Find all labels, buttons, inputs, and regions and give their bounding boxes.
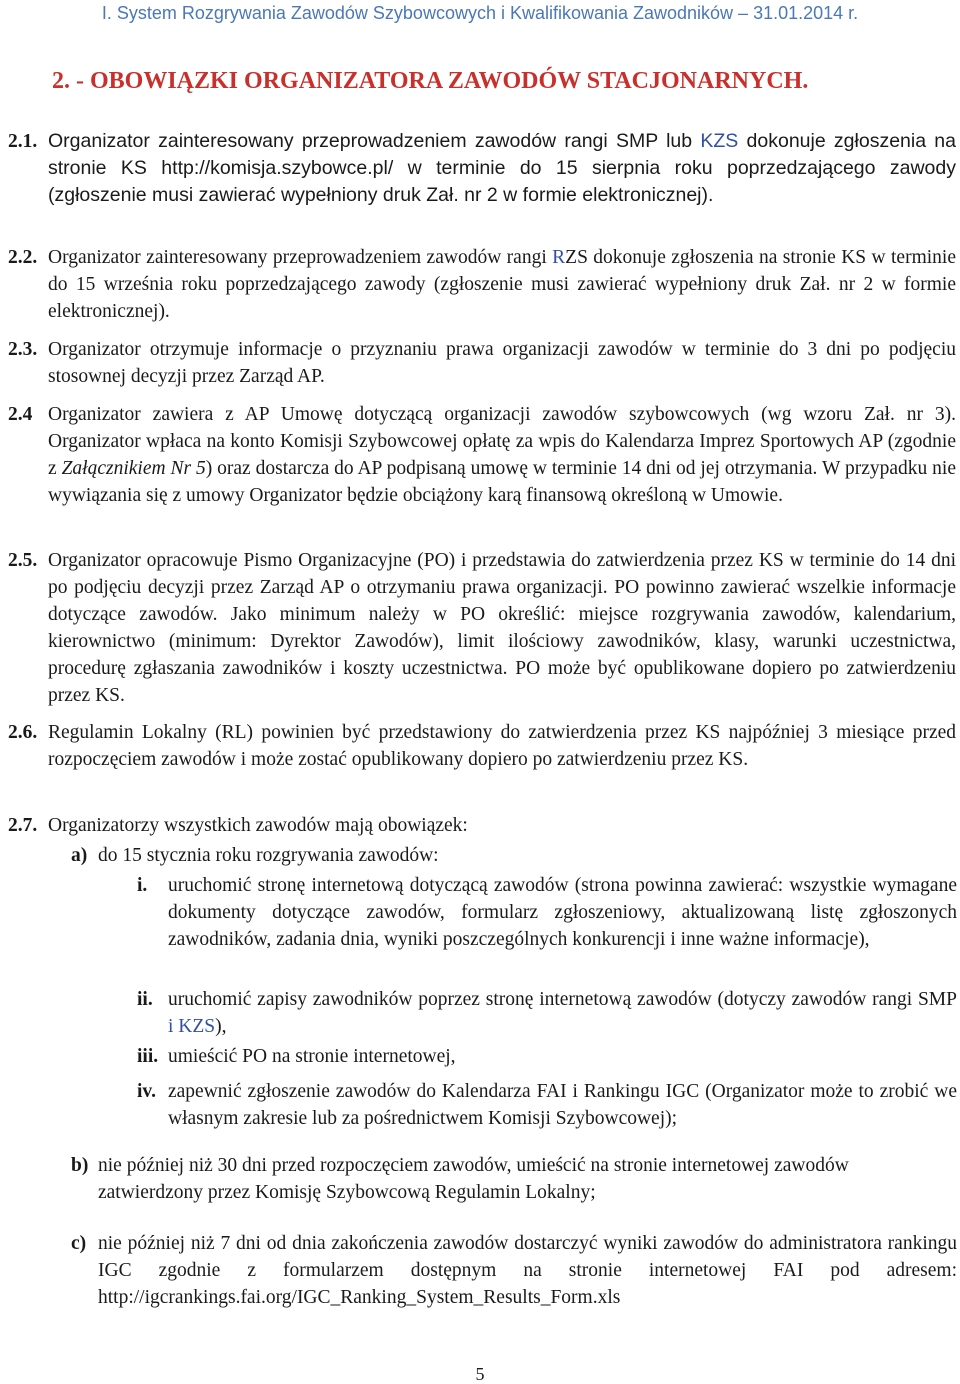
- page-number: 5: [475, 1364, 485, 1384]
- list-text: nie później niż 30 dni przed rozpoczęciem zawodów, umieścić na stronie internetowej zawodów zatwierdzony przez Komisję Szybowcową Regulamin Lokalny;: [98, 1155, 849, 1203]
- paragraph-number: 2.5.: [8, 550, 38, 571]
- paragraph-text: Organizator zawiera z AP Umowę dotyczącą organizacji zawodów szybowcowych (wg wzoru Zał. nr 3). Organizator wpłaca na konto Komisji Szybowcowej opłatę za wpis do Kalendarza Imprez Sportowych AP (zgodnie z: [48, 404, 956, 479]
- paragraph-2-2: [8, 244, 956, 325]
- paragraph-text: ZS dokonuje zgłoszenia na stronie KS w terminie do 15 września roku poprzedzającego zawody (zgłoszenie musi zawierać wypełniony druk Zał. nr 2 w formie elektronicznej).: [48, 247, 956, 322]
- list-item-b: [71, 1152, 911, 1206]
- list-text: umieścić PO na stronie internetowej,: [168, 1046, 456, 1067]
- section-title: 2. - OBOWIĄZKI ORGANIZATORA ZAWODÓW STACJONARNYCH.: [52, 68, 809, 94]
- list-text: ),: [215, 1016, 227, 1037]
- list-label: iv.: [137, 1081, 156, 1102]
- paragraph-number: 2.3.: [8, 339, 38, 360]
- list-text: zapewnić zgłoszenie zawodów do Kalendarza FAI i Rankingu IGC (Organizator może to zrobić we własnym zakresie lub za pośrednictwem Komisji Szybowcowej);: [168, 1081, 957, 1129]
- list-text: do 15 stycznia roku rozgrywania zawodów:: [98, 845, 439, 866]
- list-item-ii: [137, 986, 957, 1040]
- list-label: ii.: [137, 989, 153, 1010]
- paragraph-2-5: [8, 547, 956, 709]
- paragraph-text: dokonuje zgłoszenia na stronie KS http://komisja.szybowce.pl/ w terminie do 15 sierpnia roku poprzedzającego zawody (zgłoszenie musi zawierać wypełniony druk Zał. nr 2 w formie elektronicznej).: [48, 130, 956, 206]
- list-item-iv: [137, 1078, 957, 1132]
- list-item-iii: [137, 1043, 957, 1070]
- paragraph-2-7: [8, 812, 956, 839]
- paragraph-2-4: [8, 401, 956, 509]
- list-label: b): [71, 1155, 89, 1176]
- paragraph-text: Organizator zainteresowany przeprowadzeniem zawodów rangi SMP lub: [48, 130, 701, 152]
- paragraph-text: Regulamin Lokalny (RL) powinien być przedstawiony do zatwierdzenia przez KS najpóźniej 3 miesiące przed rozpoczęciem zawodów i może zostać opublikowany dopiero po zatwierdzeniu przez KS.: [48, 722, 956, 770]
- running-header: I. System Rozgrywania Zawodów Szybowcowych i Kwalifikowania Zawodników – 31.01.2014 r.: [101, 3, 859, 23]
- list-label: i.: [137, 875, 148, 896]
- paragraph-number: 2.6.: [8, 722, 38, 743]
- paragraph-text: Organizator zainteresowany przeprowadzeniem zawodów rangi: [48, 247, 553, 268]
- rzs-highlight: R: [552, 247, 566, 268]
- paragraph-text: Organizator opracowuje Pismo Organizacyjne (PO) i przedstawia do zatwierdzenia przez KS w terminie do 14 dni po podjęciu decyzji przez Zarząd AP o otrzymaniu prawa organizacji. PO powinno zawierać wszelkie informacje dotyczące zawodów. Jako minimum należy w PO określić: miejsce rozgrywania zawodów, kalendarium, kierownictwo (minimum: Dyrektor Zawodów), limit ilościowy zawodników, klasy, warunki uczestnictwa, procedurę zgłaszania zawodników i koszty uczestnictwa. PO może być opublikowane dopiero po zatwierdzeniu przez KS.: [48, 550, 956, 706]
- paragraph-text: Organizatorzy wszystkich zawodów mają obowiązek:: [48, 815, 468, 836]
- paragraph-number: 2.4: [8, 404, 33, 425]
- list-item-c: [71, 1230, 957, 1311]
- paragraph-text: Organizator otrzymuje informacje o przyznaniu prawa organizacji zawodów w terminie do 3 dni po podjęciu stosownej decyzji przez Zarząd AP.: [48, 339, 956, 387]
- list-label: c): [71, 1233, 87, 1254]
- kzs-highlight: i KZS: [168, 1016, 216, 1037]
- list-text: nie później niż 7 dni od dnia zakończenia zawodów dostarczyć wyniki zawodów do administratora rankingu IGC zgodnie z formularzem dostępnym na stronie internetowej FAI pod adresem: http://igcrankings.fai.org/IGC_Ranking_System_Results_Form.xls: [98, 1233, 957, 1308]
- list-label: a): [71, 845, 88, 866]
- paragraph-2-3: [8, 336, 956, 390]
- list-item-i: [137, 872, 957, 953]
- paragraph-text: ) oraz dostarcza do AP podpisaną umowę w terminie 14 dni od jej otrzymania. W przypadku nie wywiązania się z umowy Organizator będzie obciążony karą finansową określoną w Umowie.: [48, 458, 956, 506]
- kzs-highlight: KZS: [700, 130, 739, 152]
- paragraph-number: 2.1.: [8, 131, 38, 152]
- list-item-a: [71, 842, 951, 869]
- list-label: iii.: [137, 1046, 159, 1067]
- list-text: uruchomić zapisy zawodników poprzez stronę internetową zawodów (dotyczy zawodów rangi SMP: [168, 989, 957, 1010]
- paragraph-number: 2.2.: [8, 247, 38, 268]
- attachment-reference: Załącznikiem Nr 5: [61, 458, 206, 479]
- paragraph-2-6: [8, 719, 956, 773]
- list-text: uruchomić stronę internetową dotyczącą zawodów (strona powinna zawierać: wszystkie wymagane dokumenty dotyczące zawodów, formularz zgłoszeniowy, aktualizowaną listę zgłoszonych zawodników, zadania dnia, wyniki poszczególnych konkurencji i inne ważne informacje),: [168, 875, 957, 950]
- paragraph-2-1: [8, 128, 956, 209]
- paragraph-number: 2.7.: [8, 815, 38, 836]
